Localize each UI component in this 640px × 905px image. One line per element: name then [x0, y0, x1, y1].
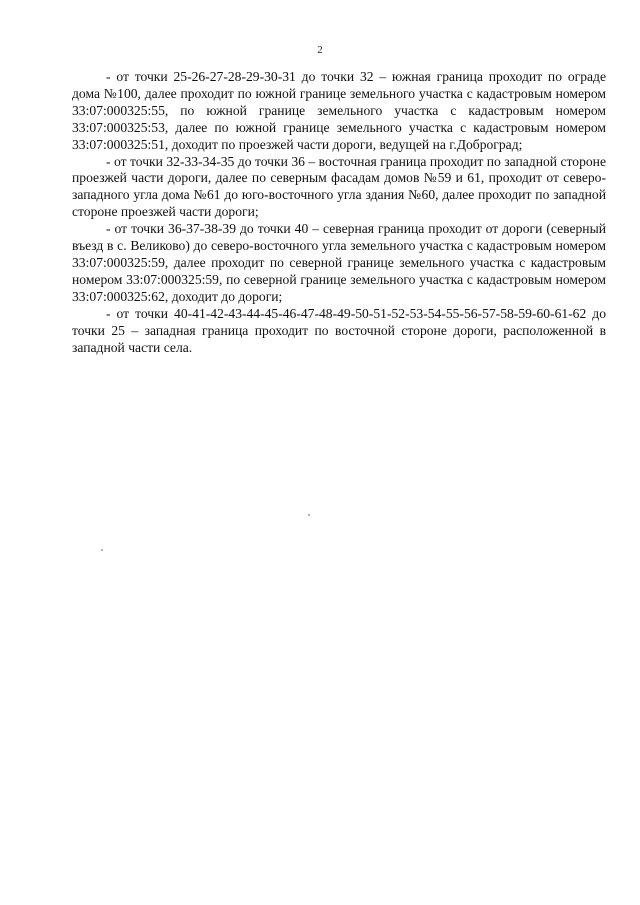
paragraph-west-boundary: - от точки 40-41-42-43-44-45-46-47-48-49-50-51-52-53-54-55-56-57-58-59-60-61-62 до точки 25 – западная граница проходит по восточной стороне дороги, расположенной в западной части села.	[72, 305, 606, 355]
scan-speck	[308, 514, 310, 516]
paragraph-east-boundary: - от точки 32-33-34-35 до точки 36 – восточная граница проходит по западной стороне проезжей части дороги, далее по северным фасадам домов №59 и 61, проходит от северо-западного угла дома №61 до юго-восточного угла здания №60, далее проходит по западной стороне проезжей части дороги;	[72, 153, 606, 220]
page-number: 2	[317, 44, 323, 56]
document-body	[72, 69, 606, 356]
paragraph-north-boundary: - от точки 36-37-38-39 до точки 40 – северная граница проходит от дороги (северный въезд в с. Великово) до северо-восточного угла земельного участка с кадастровым номером 33:07:000325:59, далее проходит по северной границе земельного участка с кадастровым номером 33:07:000325:59, по северной границе земельного участка с кадастровым номером 33:07:000325:62, доходит до дороги;	[72, 221, 606, 304]
paragraph-south-boundary: - от точки 25-26-27-28-29-30-31 до точки 32 – южная граница проходит по ограде дома №100, далее проходит по южной границе земельного участка с кадастровым номером 33:07:000325:55, по южной границе земельного участка с кадастровым номером 33:07:000325:53, далее по южной границе земельного участка с кадастровым номером 33:07:000325:51, доходит по проезжей части дороги, ведущей на г.Доброград;	[72, 69, 606, 152]
scan-speck	[101, 549, 103, 551]
